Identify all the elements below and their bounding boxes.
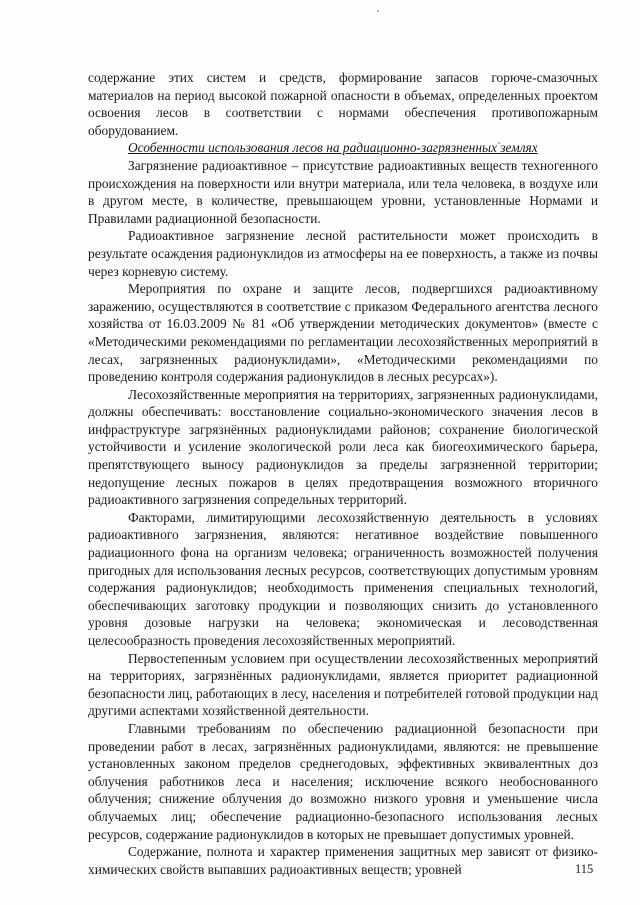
paragraph-continuation: содержание этих систем и средств, формирование запасов горюче-смазочных материалов на период высокой пожарной опасности в объемах, определенных проектом освоения лесов в соответствии с нормами обеспечения противопожарным оборудованием. <box>88 70 598 138</box>
paragraph: Факторами, лимитирующими лесохозяйственную деятельность в условиях радиоактивного загрязнения, являются: негативное воздействие повышенного радиационного фона на организм человека; ограниченность возможностей получения пригодных для использования лесных ресурсов, соответствующих допустимым уровням содержания радионуклидов; необходимость применения специальных технологий, обеспечивающих заготовку продукции и позволяющих снизить до установленного уровня дозовые нагрузки на человека; экономическая и лесоводственная целесообразность проведения лесохозяйственных мероприятий. <box>88 509 598 648</box>
paragraph: Первостепенным условием при осуществлении лесохозяйственных мероприятий на территориях, загрязнённых радионуклидами, является приоритет радиационной безопасности лиц, работающих в лесу, населения и потребителей готовой продукции над другими аспектами хозяйственной деятельности. <box>88 650 598 719</box>
paragraph: Главными требованиям по обеспечению радиационной безопасности при проведении работ в лесах, загрязнённых радионуклидами, являются: не превышение установленных законом пределов среднегодовых, эффективных эквивалентных доз облучения работников леса и населения; исключение всякого необоснованного облучения; снижение облучения до возможно низкого уровня и уменьшение числа облучаемых лиц; обеспечение радиационно-безопасного использования лесных ресурсов, содержание радионуклидов в которых не превышает допустимых уровней. <box>88 720 598 842</box>
paragraph: Лесохозяйственные мероприятия на территориях, загрязненных радионуклидами, должны обеспечивать: восстановление социально-экономического значения лесов в инфраструктуре загрязнённых радионуклидами районов; сохранение биологической устойчивости и усиление экологической роли леса как биогеохимического барьера, препятствующего выносу радионуклидов за пределы загрязненной территории; недопущение лесных пожаров в целях предотвращения возможного вторичного радиоактивного загрязнения сопредельных территорий. <box>88 386 598 508</box>
body-text <box>88 69 598 878</box>
paragraph: Мероприятия по охране и защите лесов, подвергшихся радиоактивному заражению, осуществляются в соответствие с приказом Федерального агентства лесного хозяйства от 16.03.2009 № 81 «Об утверждении методических документов» (вместе с «Методическими рекомендациями по регламентации лесохозяйственных мероприятий в лесах, загрязненных радионуклидами», «Методическими рекомендациями по проведению контроля содержания радионуклидов в лесных ресурсах»). <box>88 281 598 385</box>
paragraph: Радиоактивное загрязнение лесной растительности может происходить в результате осаждения радионуклидов из атмосферы на ее поверхность, а также из почвы через корневую систему. <box>88 228 598 279</box>
page-number: 115 <box>575 862 594 876</box>
paragraph: Загрязнение радиоактивное – присутствие радиоактивных веществ техногенного происхождения на поверхности или внутри материала, или тела человека, в воздухе или в другом месте, в количестве, превышающем уровни, установленные Нормами и Правилами радиационной безопасности. <box>88 157 598 226</box>
paragraph: Содержание, полнота и характер применения защитных мер зависят от физико-химических свойств выпавших радиоактивных веществ; уровней <box>88 844 598 877</box>
section-heading: Особенности использования лесов на радиационно-загрязненных землях <box>128 140 538 156</box>
scan-speck <box>377 10 379 12</box>
